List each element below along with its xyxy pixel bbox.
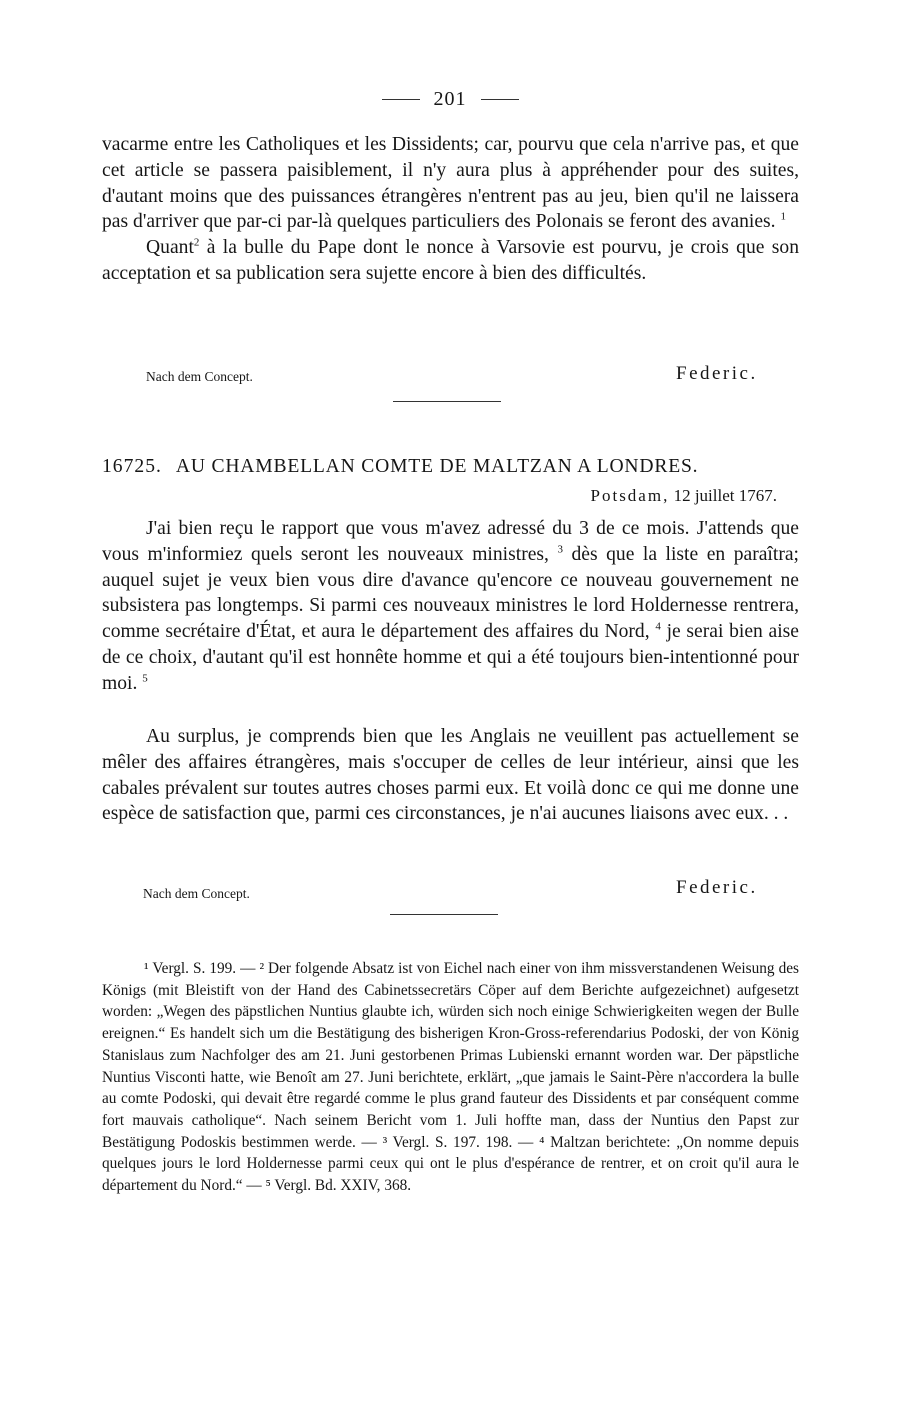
header-left-rule <box>382 99 420 100</box>
header-right-rule <box>481 99 519 100</box>
footnotes-text: ¹ Vergl. S. 199. — ² Der folgende Absatz ist von Eichel nach einer von ihm missverstandenen Weisung des Königs (mit Bleistift von der Hand des Cabinetssecretärs Cöper auf dem Berichte aufgezeichnet) aufgesetzt worden: „Wegen des päpstlichen Nuntius glaubte ich, würden sich noch einige Schwierigkeiten wegen der Bulle ereignen.“ Es handelt sich um die Bestätigung des bisherigen Kron-Gross-referendarius Podoski, der von König Stanislaus zum Nachfolger des am 21. Juni gestorbenen Primas Lubienski ernannt worden war. Der päpstliche Nuntius Visconti hatte, wie Benoît am 27. Juni berichtete, erklärt, „que jamais le Saint-Père n'accordera la bulle au comte Podoski, qui devait être regardé comme le plus grand fauteur des Dissidents et par conséquent comme fort mauvais catholique“. Nach seinem Bericht vom 1. Juli hoffte man, dass der Nuntius den Papst zur Bestätigung Podoskis bestimmen werde. — ³ Vergl. S. 197. 198. — ⁴ Maltzan berichtete: „On nomme depuis quelques jours le lord Holdernesse parmi ceux qui ont le plus d'espérance de rentrer, et on croit qu'il aura le département du Nord.“ — ⁵ Vergl. Bd. XXIV, 368. <box>102 960 799 1195</box>
footnotes <box>102 958 799 1197</box>
letter-1-body <box>102 132 799 287</box>
letter-1-signature: Federic. <box>676 363 758 384</box>
letter-1-source: Nach dem Concept. <box>146 369 253 384</box>
footnote-ref: 4 <box>655 620 661 633</box>
footnote-ref: 2 <box>193 236 200 249</box>
page-header <box>0 86 900 112</box>
letter-1-paragraph-1 <box>102 132 799 235</box>
letter-title: AU CHAMBELLAN COMTE DE MALTZAN A LONDRES. <box>175 456 699 477</box>
footnote-ref: 1 <box>780 210 786 223</box>
letter-date: 12 juillet 1767. <box>673 486 777 505</box>
footnote-ref: 5 <box>142 672 148 685</box>
paragraph-text: J'ai bien reçu le rapport que vous m'avez adressé du 3 de ce mois. J'attends que vous m'informiez quels seront les nouveaux ministres, <box>102 518 799 565</box>
footnote-ref: 3 <box>557 543 563 556</box>
letter-2-paragraph-2 <box>102 724 799 827</box>
section-divider <box>393 401 501 402</box>
letter-2-paragraph-1-text <box>102 516 799 697</box>
letter-number: 16725. <box>102 456 162 477</box>
paragraph-text: dès que la liste en paraîtra; auquel sujet je veux bien vous dire d'avance qu'encore ce nouveau gouvernement ne subsistera pas longtemps. Si parmi ces nouveaux ministres le lord Holdernesse rentrera, comme secrétaire d'État, et aura le département des affaires du Nord, <box>102 543 799 643</box>
letter-place: Potsdam, <box>590 486 670 505</box>
letter-2-heading <box>102 456 799 478</box>
paragraph-text: je serai bien aise de ce choix, d'autant qu'il est honnête homme et qui a été toujours bien-intentionné pour moi. <box>102 621 799 694</box>
footnote-divider <box>390 914 498 915</box>
letter-2-dateline <box>591 486 777 506</box>
letter-2-paragraph-1 <box>102 516 799 697</box>
paragraph-text: à la bulle du Pape dont le nonce à Varsovie est pourvu, je crois que son acceptation et sa publication sera sujette encore à bien des difficultés. <box>102 237 799 284</box>
paragraph-text: Quant <box>146 237 194 259</box>
letter-2-source: Nach dem Concept. <box>143 886 250 901</box>
letter-2-signature: Federic. <box>676 877 758 898</box>
paragraph-text: vacarme entre les Catholiques et les Dissidents; car, pourvu que cela n'arrive pas, et que cet article se passera paisiblement, il n'y aura plus à appréhender pour des suites, d'autant moins que des puissances étrangères n'entrent pas au jeu, bien qu'il ne laissera pas d'arriver que par-ci par-là quelques particuliers des Polonais se feront des avanies. <box>102 134 799 233</box>
letter-2-paragraph-2-text: Au surplus, je comprends bien que les Anglais ne veuillent pas actuellement se mêler des affaires étrangères, mais s'occuper de celles de leur intérieur, ainsi que les cabales prévalent sur toutes autres choses parmi eux. Et voilà donc ce qui me donne une espèce de satisfaction que, parmi ces circonstances, je n'ai aucunes liaisons avec eux. . . <box>102 726 799 825</box>
page-number: 201 <box>433 87 467 110</box>
letter-1-paragraph-2 <box>102 235 799 287</box>
